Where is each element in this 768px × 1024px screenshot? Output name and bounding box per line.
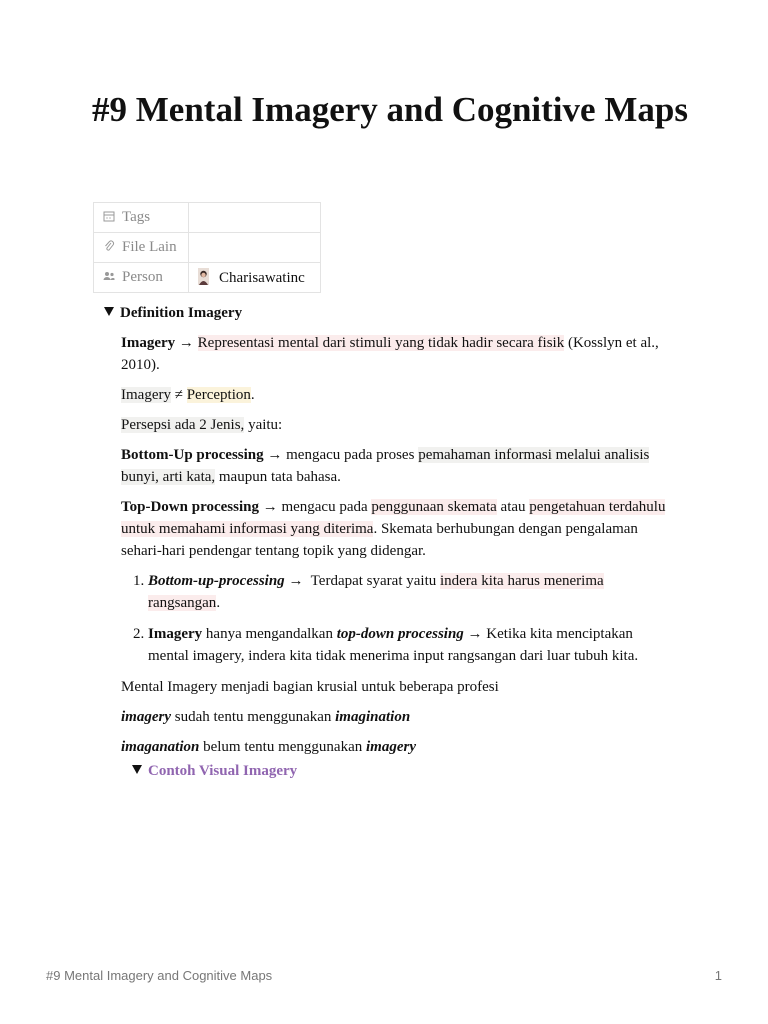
toggle-content bbox=[121, 332, 671, 766]
list-item: 1. Bottom-up-processing → Terdapat syarat yaitu indera kita harus menerima rangsangan. bbox=[148, 570, 671, 614]
calendar-icon bbox=[103, 210, 115, 222]
property-value[interactable] bbox=[189, 233, 321, 263]
property-row-person[interactable] bbox=[94, 263, 321, 293]
person-name: Charisawatinc bbox=[219, 270, 305, 286]
triangle-down-icon bbox=[132, 765, 142, 774]
paragraph: Mental Imagery menjadi bagian krusial untuk beberapa profesi bbox=[121, 679, 499, 695]
triangle-down-icon bbox=[104, 307, 114, 316]
paragraph: imagery sudah tentu menggunakan imagination bbox=[121, 709, 411, 725]
list-item: 2. Imagery hanya mengandalkan top-down processing → Ketika kita menciptakan mental imagery, indera kita tidak menerima input rangsangan dari luar tubuh kita. bbox=[148, 623, 671, 667]
property-row-tags[interactable] bbox=[94, 203, 321, 233]
paragraph: Imagery ≠ Perception. bbox=[121, 387, 255, 403]
paragraph: imaganation belum tentu menggunakan imagery bbox=[121, 739, 416, 755]
toggle-definition-imagery[interactable]: Definition Imagery bbox=[104, 303, 242, 323]
properties-table bbox=[93, 202, 321, 293]
property-key: File Lain bbox=[94, 233, 189, 263]
paragraph-bottom-up: Bottom-Up processing → mengacu pada proses pemahaman informasi melalui analisis bunyi, arti kata, maupun tata bahasa. bbox=[121, 447, 650, 485]
property-value[interactable] bbox=[189, 263, 321, 293]
paragraph: Persepsi ada 2 Jenis, yaitu: bbox=[121, 417, 283, 433]
property-key: Person bbox=[94, 263, 189, 293]
paragraph-top-down: Top-Down processing → mengacu pada penggunaan skemata atau pengetahuan terdahulu untuk memahami informasi yang diterima. Skemata berhubungan dengan pengalaman sehari-hari pendengar tentang topik yang didengar. bbox=[121, 499, 666, 559]
toggle-contoh-visual-imagery[interactable]: Contoh Visual Imagery bbox=[132, 761, 297, 781]
property-key: Tags bbox=[94, 203, 189, 233]
paragraph: Imagery → Representasi mental dari stimuli yang tidak hadir secara fisik (Kosslyn et al., 2010). bbox=[121, 335, 659, 373]
page-number: 1 bbox=[714, 968, 722, 983]
page-title: #9 Mental Imagery and Cognitive Maps bbox=[92, 90, 688, 129]
footer-title: #9 Mental Imagery and Cognitive Maps bbox=[46, 968, 273, 983]
paperclip-icon bbox=[103, 240, 115, 252]
property-row-file-lain[interactable] bbox=[94, 233, 321, 263]
property-value[interactable] bbox=[189, 203, 321, 233]
people-icon bbox=[103, 270, 115, 282]
avatar bbox=[198, 268, 209, 285]
numbered-list bbox=[121, 570, 671, 667]
